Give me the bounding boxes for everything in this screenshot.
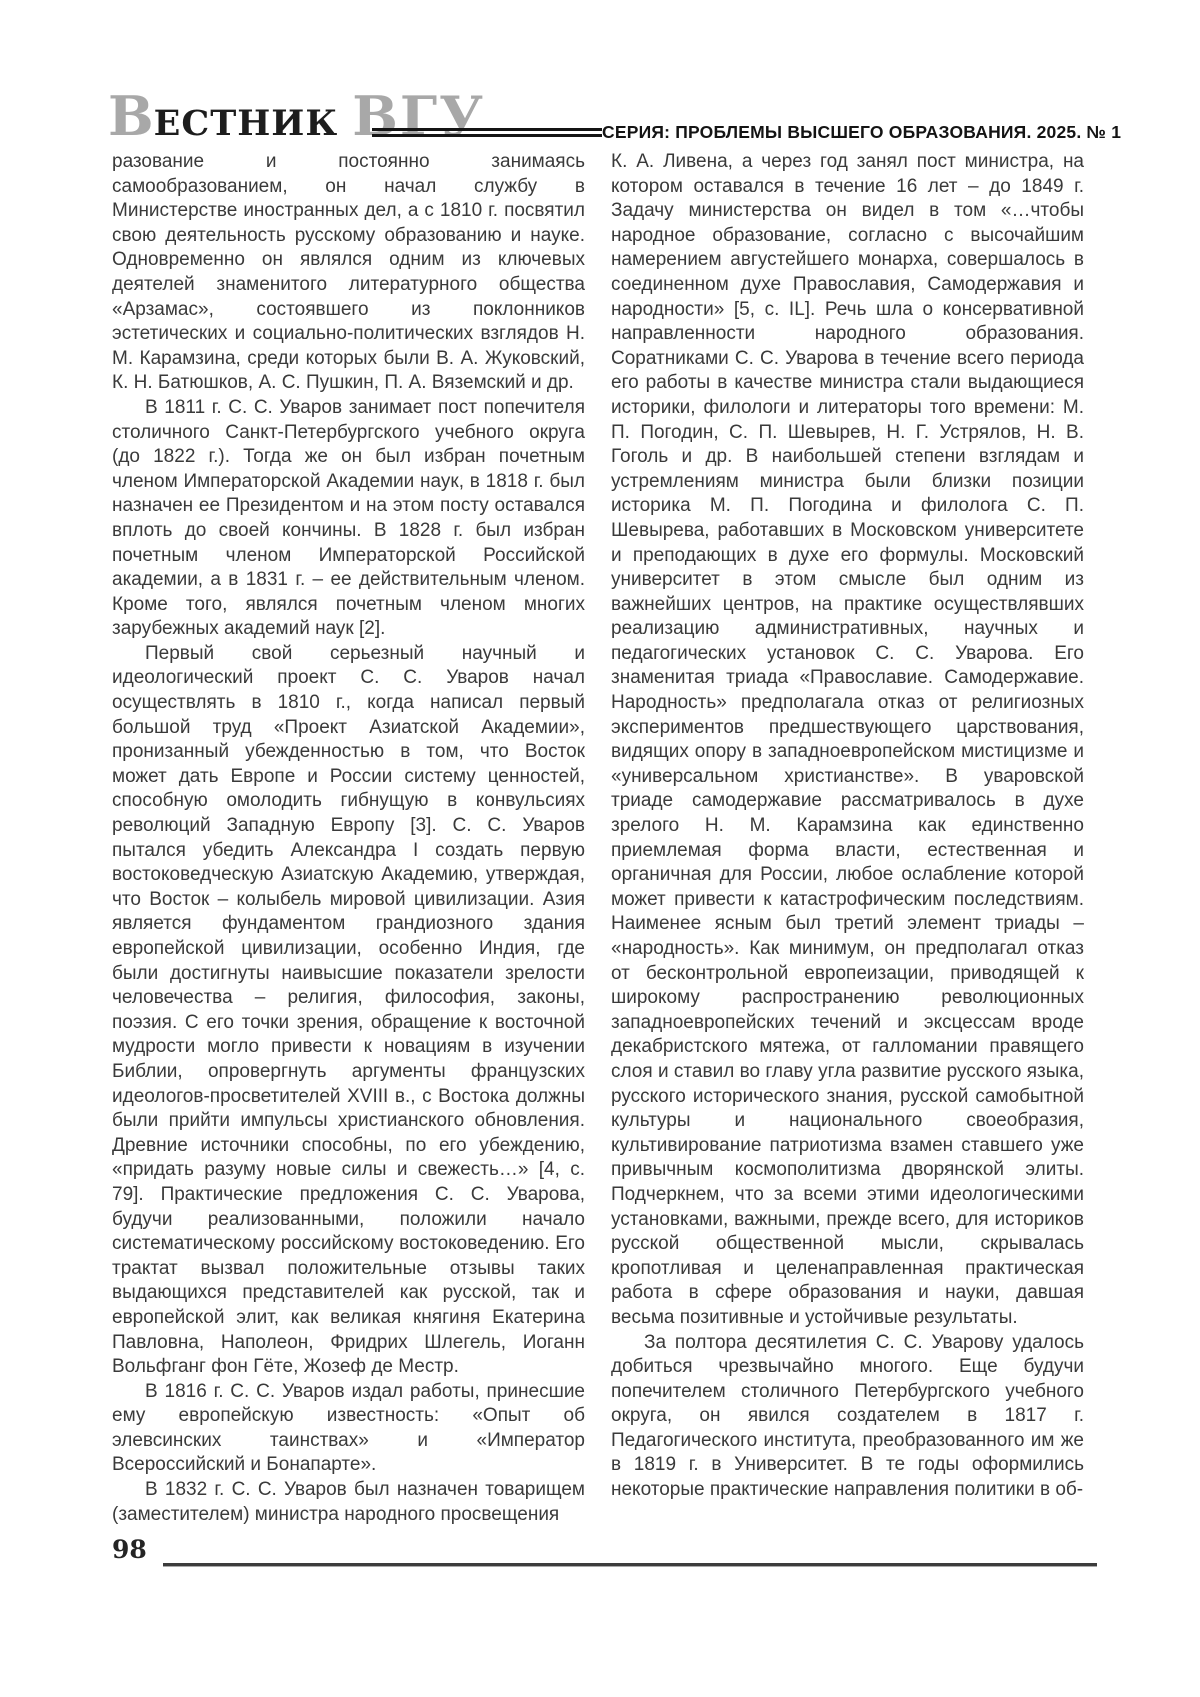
- paragraph: Первый свой серьезный научный и идеологический проект С. С. Уваров начал осуществлять в 1810 г., когда написал первый большой труд «Проект Азиатской Академии», пронизанный убежденностью в том, что Восток может дать Европе и России систему ценностей, способную омолодить гибнущую в конвульсиях революций Западную Европу [3]. С. С. Уваров пытался убедить Александра I создать первую востоковедческую Азиатскую Академию, утверждая, что Восток – колыбель мировой цивилизации. Азия является фундаментом грандиозного здания европейской цивилизации, особенно Индия, где были достигнуты наивысшие показатели зрелости человечества – религия, философия, законы, поэзия. С его точки зрения, обращение к восточной мудрости могло привести к новациям в изучении Библии, опровергнуть аргументы французских идеологов-просветителей XVIII в., с Востока должны были прийти импульсы христианского обновления. Древние источники способны, по его убеждению, «придать разуму новые силы и свежесть…» [4, с. 79]. Практические предложения С. С. Уварова, будучи реализованными, положили начало систематическому российскому востоковедению. Его трактат вызвал положительные отзывы таких выдающихся представителей как русской, так и европейской элит, как великая княгиня Екатерина Павловна, Наполеон, Фридрих Шлегель, Иоганн Вольфганг фон Гёте, Жозеф де Местр.: [112, 642, 585, 1378]
- logo-word-vgu: ВГУ: [352, 84, 485, 148]
- footer-rule: [163, 1563, 1097, 1567]
- journal-logo: [108, 84, 485, 154]
- paragraph: разование и постоянно занимаясь самообразованием, он начал службу в Министерстве иностранных дел, а с 1810 г. посвятил свою деятельность русскому образованию и науке. Одновременно он являлся одним из ключевых деятелей знаменитого литературного общества «Арзамас», состоявшего из поклонников эстетических и социально-политических взглядов Н. М. Карамзина, среди которых были В. А. Жуковский, К. Н. Батюшков, А. С. Пушкин, П. А. Вяземский и др.: [112, 151, 585, 394]
- left-column: [112, 150, 585, 1527]
- logo-initial-letter: В: [108, 84, 154, 148]
- paragraph: В 1832 г. С. С. Уваров был назначен товарищем (заместителем) министра народного просвещения: [112, 1479, 585, 1525]
- paragraph: В 1816 г. С. С. Уваров издал работы, принесшие ему европейскую известность: «Опыт об элевсинских таинствах» и «Император Всероссийский и Бонапарте».: [112, 1380, 585, 1476]
- page-number: 98: [112, 1535, 147, 1564]
- article-body: [112, 150, 1085, 1527]
- paragraph: За полтора десятилетия С. С. Уварову удалось добиться чрезвычайно многого. Еще будучи попечителем столичного Петербургского учебного округа, он явился создателем в 1817 г. Педагогического института, преобразованного им же в 1819 г. в Университет. В те годы оформились некоторые практические направления политики в об-: [611, 1331, 1084, 1501]
- header-double-rule: [372, 128, 602, 137]
- paragraph: К. А. Ливена, а через год занял пост министра, на котором оставался в течение 16 лет – до 1849 г. Задачу министерства он видел в том «…чтобы народное образование, согласно с высочайшим намерением августейшего монарха, совершалось в соединенном духе Православия, Самодержавия и народности» [5, с. IL]. Речь шла о консервативной направленности народного образования. Соратниками С. С. Уварова в течение всего периода его работы в качестве министра стали выдающиеся историки, филологи и литераторы того времени: М. П. Погодин, С. П. Шевырев, Н. Г. Устрялов, Н. В. Гоголь и др. В наибольшей степени взглядам и устремлениям министра были близки позиции историка М. П. Погодина и филолога С. П. Шевырева, работавших в Московском университете и преподающих в духе его формулы. Московский университет в этом смысле был одним из важнейших центров, на практике осуществлявших реализацию административных, научных и педагогических установок С. С. Уварова. Его знаменитая триада «Православие. Самодержавие. Народность» предполагала отказ от религиозных экспериментов предшествующего царствования, видящих опору в западноевропейском мистицизме и «универсальном христианстве». В уваровской триаде самодержавие рассматривалось в духе зрелого Н. М. Карамзина как единственно приемлемая форма власти, естественная и органичная для России, любое ослабление которой может привести к катастрофическим последствиям. Наименее ясным был третий элемент триады – «народность». Как минимум, он предполагал отказ от бесконтрольной европеизации, приводящей к широкому распространению революционных западноевропейских течений и эксцессам вроде декабристского мятежа, от галломании правящего слоя и ставил во главу угла развитие русского языка, русского исторического знания, русской самобытной культуры и национального своеобразия, культивирование патриотизма взамен ставшего уже привычным космополитизма дворянской элиты. Подчеркнем, что за всеми этими идеологическими установками, важными, прежде всего, для историков русской общественной мысли, скрывалась кропотливая и целенаправленная практическая работа в сфере образования и науки, давшая весьма позитивные и устойчивые результаты.: [611, 151, 1084, 1328]
- logo-word-rest: ЕСТНИК: [153, 103, 339, 144]
- paragraph: В 1811 г. С. С. Уваров занимает пост попечителя столичного Санкт-Петербургского учебного округа (до 1822 г.). Тогда же он был избран почетным членом Императорской Академии наук, в 1818 г. был назначен ее Президентом и на этом посту оставался вплоть до своей кончины. В 1828 г. был избран почетным членом Императорской Российской академии, а в 1831 г. – ее действительным членом. Кроме того, являлся почетным членом многих зарубежных академий наук [2].: [112, 396, 585, 640]
- right-column: [611, 150, 1084, 1527]
- series-title: СЕРИЯ: ПРОБЛЕМЫ ВЫСШЕГО ОБРАЗОВАНИЯ. 2025. № 1: [602, 122, 1122, 142]
